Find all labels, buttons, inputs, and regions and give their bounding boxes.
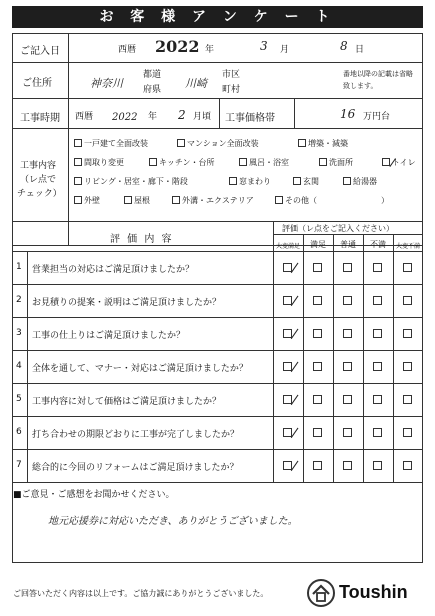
rating-checkbox[interactable] [343, 461, 352, 470]
work-type-label: 玄関 [303, 177, 319, 186]
rating-checkbox[interactable] [373, 395, 382, 404]
price-value[interactable]: 16 [340, 107, 356, 121]
rating-checkbox[interactable] [403, 329, 412, 338]
rating-checkbox[interactable] [403, 263, 412, 272]
rating-checkbox[interactable] [343, 395, 352, 404]
rating-checkbox[interactable] [343, 296, 352, 305]
question-number: 4 [16, 361, 22, 371]
evaluation-table [12, 221, 423, 483]
question-number: 3 [16, 328, 22, 338]
work-type-checkbox[interactable] [74, 177, 82, 185]
question-text: 打ち合わせの期限どおりに工事が完了しましたか？ [32, 430, 240, 440]
work-type-checkbox[interactable] [74, 158, 82, 166]
work-type-checkbox[interactable] [343, 177, 351, 185]
date-day-value[interactable]: 8 [340, 39, 348, 53]
brand-name: Toushin [339, 582, 408, 602]
rating-checkbox[interactable] [313, 428, 322, 437]
work-type-label: 窓まわり [239, 177, 271, 186]
work-type-checkbox[interactable] [172, 196, 180, 204]
scale-neutral: 普通 [340, 240, 356, 249]
question-number: 7 [16, 460, 22, 470]
work-type-label: 屋根 [134, 196, 150, 205]
work-type-checkbox[interactable] [293, 177, 301, 185]
scale-very-satisfied: 大変満足 [276, 243, 301, 250]
question-text: 総合的に今回のリフォームはご満足頂けましたか？ [32, 463, 239, 473]
rating-checkbox[interactable] [283, 461, 292, 470]
scale-very-dissatisfied: 大変不満 [396, 243, 421, 250]
rating-checkbox[interactable] [283, 362, 292, 371]
question-number: 6 [16, 427, 22, 437]
question-number: 5 [16, 394, 22, 404]
work-type-checkbox[interactable] [239, 158, 247, 166]
work-type-checkbox[interactable] [275, 196, 283, 204]
rating-checkbox[interactable] [343, 263, 352, 272]
comments-text[interactable]: 地元応援券に対応いただき、ありがとうございました。 [48, 516, 298, 527]
date-month-value[interactable]: 3 [260, 39, 268, 53]
rating-checkbox[interactable] [343, 428, 352, 437]
work-type-checkbox[interactable] [177, 139, 185, 147]
rating-checkbox[interactable] [283, 428, 292, 437]
question-text: 営業担当の対応はご満足頂けましたか？ [32, 265, 195, 275]
price-label: 工事価格帯 [225, 113, 275, 124]
address-pref-value[interactable]: 神奈川 [90, 77, 123, 90]
work-type-label: トイレ [392, 158, 416, 167]
price-unit: 万円台 [363, 112, 391, 122]
period-year-unit: 年 [148, 112, 158, 122]
work-type-checkbox[interactable] [74, 196, 82, 204]
date-year-unit: 年 [205, 45, 215, 55]
date-era: 西暦 [118, 45, 137, 55]
eval-header-items: 評 価 内 容 [110, 234, 174, 245]
period-month-unit: 月頃 [193, 112, 212, 122]
scale-dissatisfied: 不満 [370, 240, 386, 249]
address-city-value[interactable]: 川崎 [185, 77, 207, 90]
rating-checkbox[interactable] [313, 296, 322, 305]
rating-checkbox[interactable] [283, 263, 292, 272]
footer-thanks: ご回答いただく内容は以上です。ご協力誠にありがとうございました。 [13, 589, 269, 598]
work-type-checkbox[interactable] [124, 196, 132, 204]
work-type-label: リビング・居室・廊下・階段 [84, 177, 188, 186]
address-note: 番地以降の記載は省略致します。 [343, 70, 413, 90]
work-type-checkbox[interactable] [229, 177, 237, 185]
rating-checkbox[interactable] [373, 296, 382, 305]
rating-checkbox[interactable] [373, 428, 382, 437]
rating-checkbox[interactable] [373, 329, 382, 338]
question-text: 全体を通して、マナー・対応はご満足頂けましたか？ [32, 364, 248, 374]
survey-title: お 客 様 ア ン ケ ー ト [12, 6, 423, 28]
date-label: ご記入日 [20, 46, 60, 57]
rating-checkbox[interactable] [313, 362, 322, 371]
rating-checkbox[interactable] [373, 263, 382, 272]
question-text: お見積りの提案・説明はご満足頂けましたか？ [32, 298, 222, 308]
work-type-checkbox[interactable] [298, 139, 306, 147]
work-type-label: 間取り変更 [84, 158, 124, 167]
rating-checkbox[interactable] [283, 329, 292, 338]
work-type-label: 風呂・浴室 [249, 158, 289, 167]
work-type-label: 一戸建て全面改装 [84, 139, 148, 148]
period-year-value[interactable]: 2022 [112, 112, 138, 123]
question-number: 2 [16, 295, 22, 305]
work-type-label: キッチン・台所 [159, 158, 215, 167]
rating-checkbox[interactable] [403, 362, 412, 371]
rating-checkbox[interactable] [403, 461, 412, 470]
rating-checkbox[interactable] [313, 263, 322, 272]
work-type-checkbox[interactable] [74, 139, 82, 147]
house-logo-icon [306, 578, 336, 608]
rating-checkbox[interactable] [283, 395, 292, 404]
rating-checkbox[interactable] [403, 395, 412, 404]
work-type-label: 増築・減築 [308, 139, 348, 148]
content-label-1: 工事内容 [20, 161, 57, 171]
content-label-3: チェック） [17, 189, 62, 199]
rating-checkbox[interactable] [343, 362, 352, 371]
rating-checkbox[interactable] [313, 395, 322, 404]
date-year-value[interactable]: 2022 [155, 37, 200, 56]
date-day-unit: 日 [355, 45, 365, 55]
question-number: 1 [16, 262, 22, 272]
rating-checkbox[interactable] [373, 461, 382, 470]
rating-checkbox[interactable] [343, 329, 352, 338]
work-type-label: 給湯器 [353, 177, 377, 186]
date-month-unit: 月 [280, 45, 290, 55]
work-type-label: マンション全面改装 [187, 139, 259, 148]
period-label: 工事時期 [20, 113, 60, 124]
address-pref-unit-1: 都道 [143, 70, 162, 80]
address-city-unit-2: 町村 [222, 85, 241, 95]
rating-checkbox[interactable] [373, 362, 382, 371]
question-text: 工事の仕上りはご満足頂けましたか？ [32, 331, 186, 341]
eval-header-rating: 評価（レ点をご記入ください） [282, 224, 394, 233]
comments-label: ■ご意見・ご感想をお聞かせください。 [13, 490, 175, 500]
work-type-checkbox[interactable] [319, 158, 327, 166]
work-type-checkbox-toilet[interactable] [382, 158, 390, 166]
rating-checkbox[interactable] [283, 296, 292, 305]
address-city-unit-1: 市区 [222, 70, 241, 80]
work-type-checkbox[interactable] [149, 158, 157, 166]
toushin-logo [306, 578, 426, 608]
rating-checkbox[interactable] [403, 296, 412, 305]
address-pref-unit-2: 府県 [143, 85, 162, 95]
question-text: 工事内容に対して価格はご満足頂けましたか？ [32, 397, 222, 407]
work-type-label: 外溝・エクステリア [182, 196, 254, 205]
rating-checkbox[interactable] [403, 428, 412, 437]
content-label-2: （レ点で [20, 175, 57, 185]
period-era: 西暦 [75, 112, 94, 122]
rating-checkbox[interactable] [313, 329, 322, 338]
work-type-label: 洗面所 [329, 158, 353, 167]
address-label: ご住所 [22, 78, 52, 89]
scale-satisfied: 満足 [310, 240, 326, 249]
rating-checkbox[interactable] [313, 461, 322, 470]
work-type-label: その他（ ） [285, 196, 389, 205]
period-month-value[interactable]: 2 [178, 108, 186, 122]
work-type-label: 外壁 [84, 196, 100, 205]
